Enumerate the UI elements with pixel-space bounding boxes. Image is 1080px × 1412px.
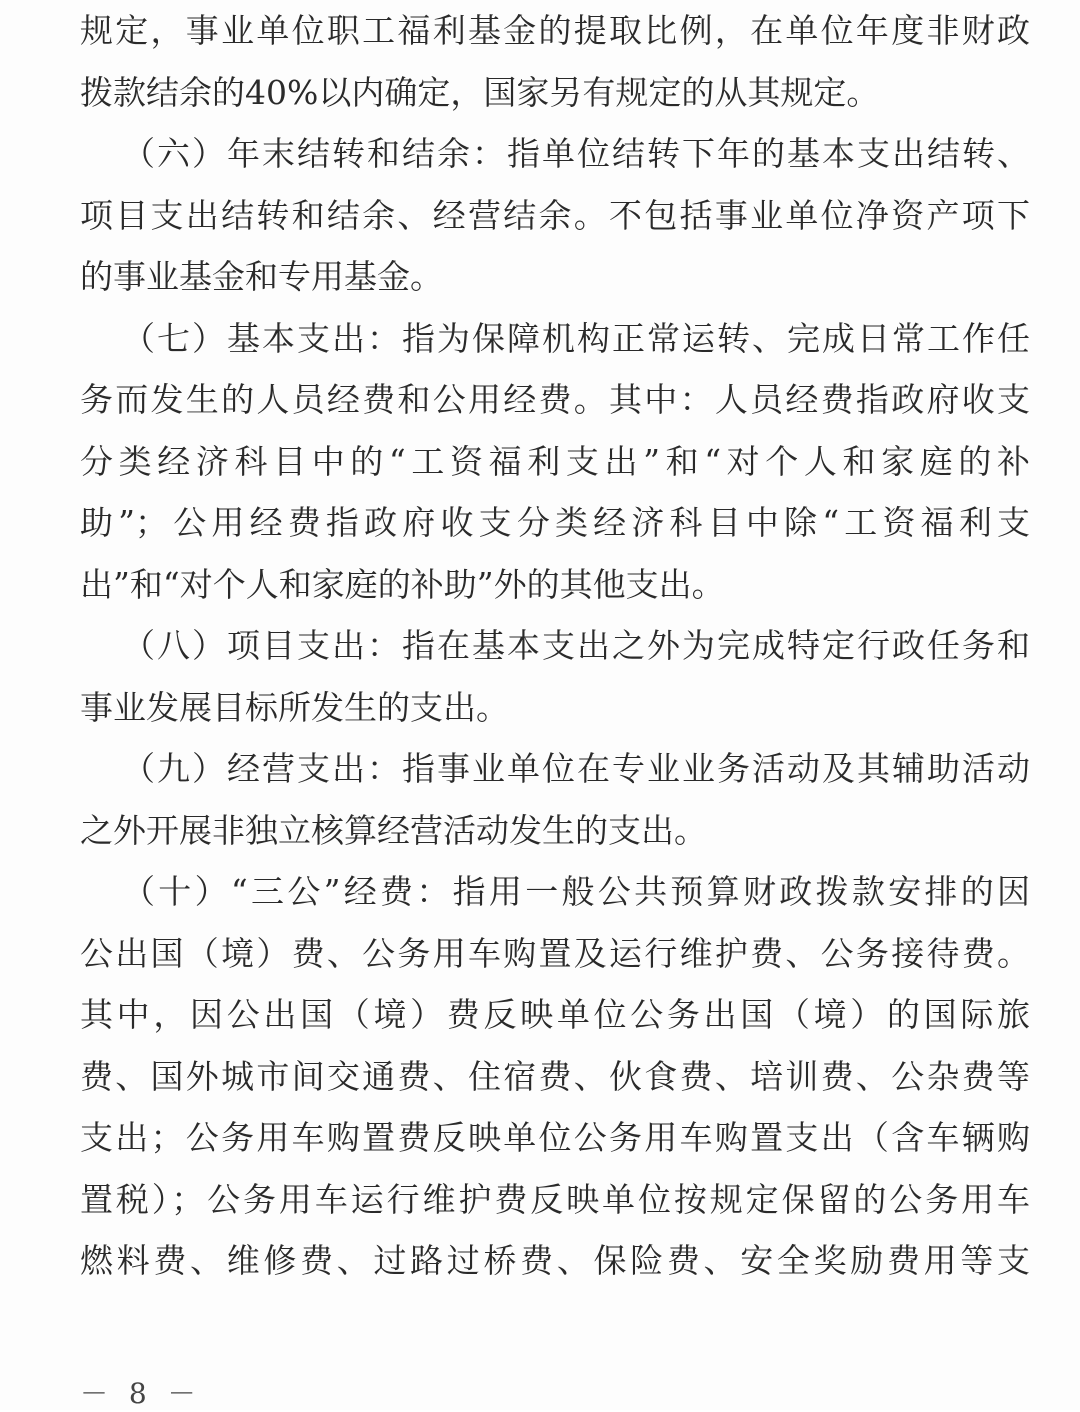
text-line: 务而发生的人员经费和公用经费。其中：人员经费指政府收支 bbox=[80, 380, 1030, 419]
page-number: － 8 － bbox=[80, 1377, 202, 1410]
text-line: 之外开展非独立核算经营活动发生的支出。 bbox=[80, 810, 707, 850]
text-line: 拨款结余的40%以内确定，国家另有规定的从其规定。 bbox=[80, 72, 880, 112]
text-line: 项目支出结转和结余、经营结余。不包括事业单位净资产项下 bbox=[80, 195, 1030, 235]
text-line: 燃料费、维修费、过路过桥费、保险费、安全奖励费用等支 bbox=[80, 1241, 1030, 1280]
paragraph-heading-7: （七）基本支出：指为保障机构正常运转、完成日常工作任 bbox=[122, 318, 1030, 358]
text-line: 助”；公用经费指政府收支分类经济科目中除“工资福利支 bbox=[80, 503, 1030, 542]
text-line: 置税）；公务用车运行维护费反映单位按规定保留的公务用车 bbox=[80, 1179, 1030, 1219]
paragraph-heading-9: （九）经营支出：指事业单位在专业业务活动及其辅助活动 bbox=[122, 749, 1030, 788]
text-line: 的事业基金和专用基金。 bbox=[80, 257, 443, 296]
text-line: 支出；公务用车购置费反映单位公务用车购置支出（含车辆购 bbox=[80, 1118, 1030, 1157]
text-line: 出”和“对个人和家庭的补助”外的其他支出。 bbox=[80, 564, 725, 604]
text-line: 分类经济科目中的“工资福利支出”和“对个人和家庭的补 bbox=[80, 441, 1030, 481]
text-line: 规定，事业单位职工福利基金的提取比例，在单位年度非财政 bbox=[80, 11, 1030, 50]
paragraph-heading-6: （六）年末结转和结余：指单位结转下年的基本支出结转、 bbox=[122, 134, 1030, 173]
paragraph-heading-10: （十）“三公”经费：指用一般公共预算财政拨款安排的因 bbox=[122, 872, 1030, 911]
text-line: 其中，因公出国（境）费反映单位公务出国（境）的国际旅 bbox=[80, 995, 1030, 1034]
text-line: 事业发展目标所发生的支出。 bbox=[80, 687, 509, 727]
body-text bbox=[80, 0, 1030, 1292]
text-line: 公出国（境）费、公务用车购置及运行维护费、公务接待费。 bbox=[80, 933, 1030, 973]
text-line: 费、国外城市间交通费、住宿费、伙食费、培训费、公杂费等 bbox=[80, 1056, 1030, 1096]
paragraph-heading-8: （八）项目支出：指在基本支出之外为完成特定行政任务和 bbox=[122, 626, 1030, 665]
